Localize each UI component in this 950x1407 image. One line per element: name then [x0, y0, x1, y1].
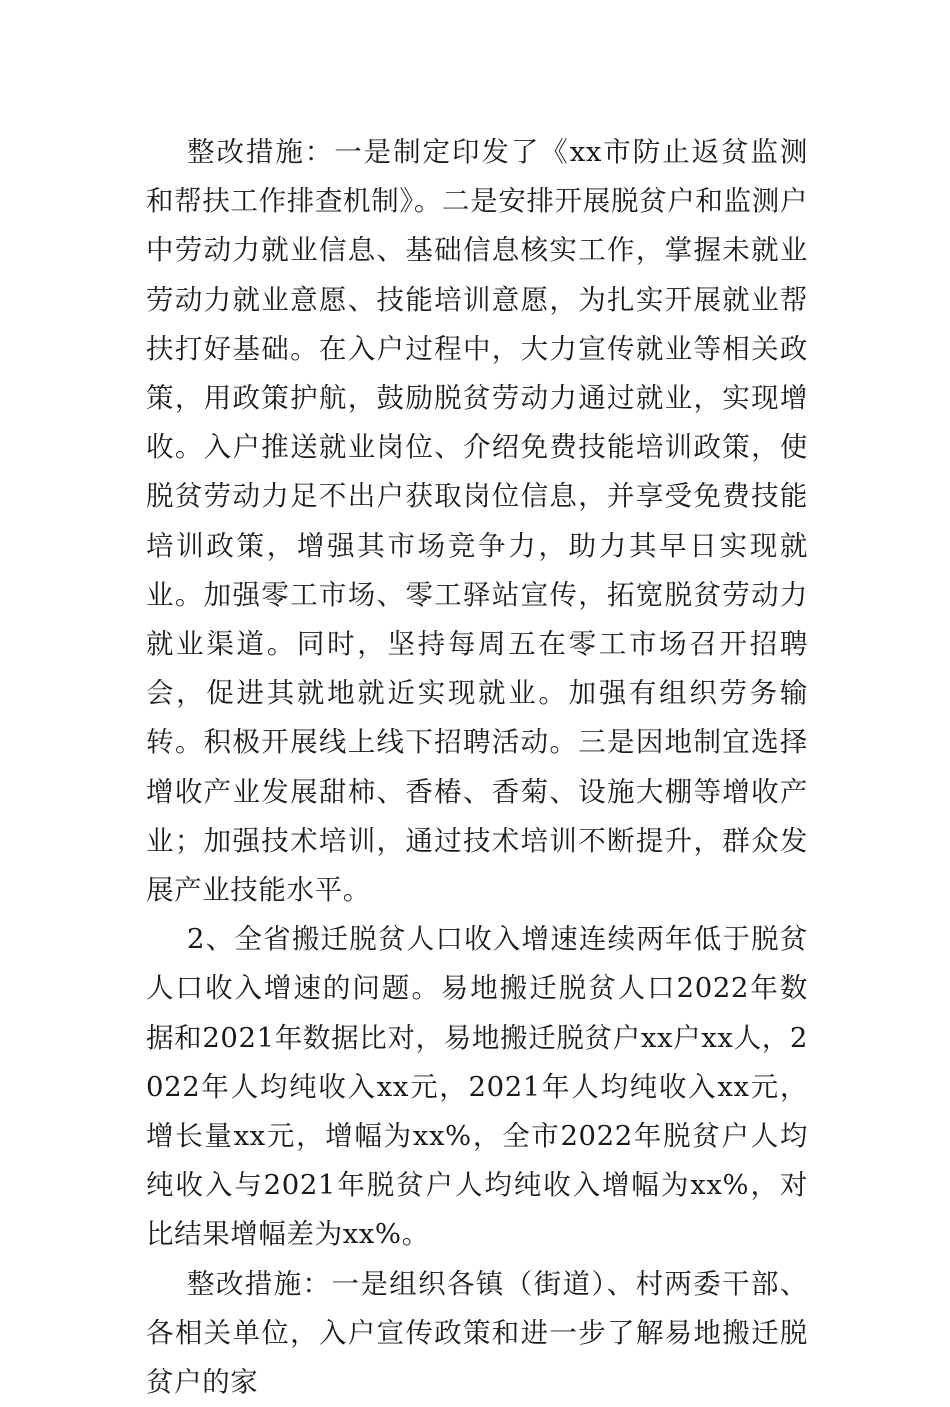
- document-body: [146, 128, 808, 1407]
- paragraph-rectification-measures-2: 整改措施：一是组织各镇（街道）、村两委干部、各相关单位，入户宣传政策和进一步了解易地搬迁脱贫户的家: [146, 1267, 808, 1399]
- paragraph-rectification-measures-1: 整改措施：一是制定印发了《xx市防止返贫监测和帮扶工作排查机制》。二是安排开展脱贫户和监测户中劳动力就业信息、基础信息核实工作，掌握未就业劳动力就业意愿、技能培训意愿，为扎实开展就业帮扶打好基础。在入户过程中，大力宣传就业等相关政策，用政策护航，鼓励脱贫劳动力通过就业，实现增收。入户推送就业岗位、介绍免费技能培训政策，使脱贫劳动力足不出户获取岗位信息，并享受免费技能培训政策，增强其市场竞争力，助力其早日实现就业。加强零工市场、零工驿站宣传，拓宽脱贫劳动力就业渠道。同时，坚持每周五在零工市场召开招聘会，促进其就地就近实现就业。加强有组织劳务输转。积极开展线上线下招聘活动。三是因地制宜选择增收产业发展甜柿、香椿、香菊、设施大棚等增收产业；加强技术培训，通过技术培训不断提升，群众发展产业技能水平。: [146, 136, 808, 907]
- paragraph-issue-2: 2、全省搬迁脱贫人口收入增速连续两年低于脱贫人口收入增速的问题。易地搬迁脱贫人口2022年数据和2021年数据比对，易地搬迁脱贫户xx户xx人，2022年人均纯收入xx元，2021年人均纯收入xx元，增长量xx元，增幅为xx%，全市2022年脱贫户人均纯收入与2021年脱贫户人均纯收入增幅为xx%，对比结果增幅差为xx%。: [146, 923, 808, 1251]
